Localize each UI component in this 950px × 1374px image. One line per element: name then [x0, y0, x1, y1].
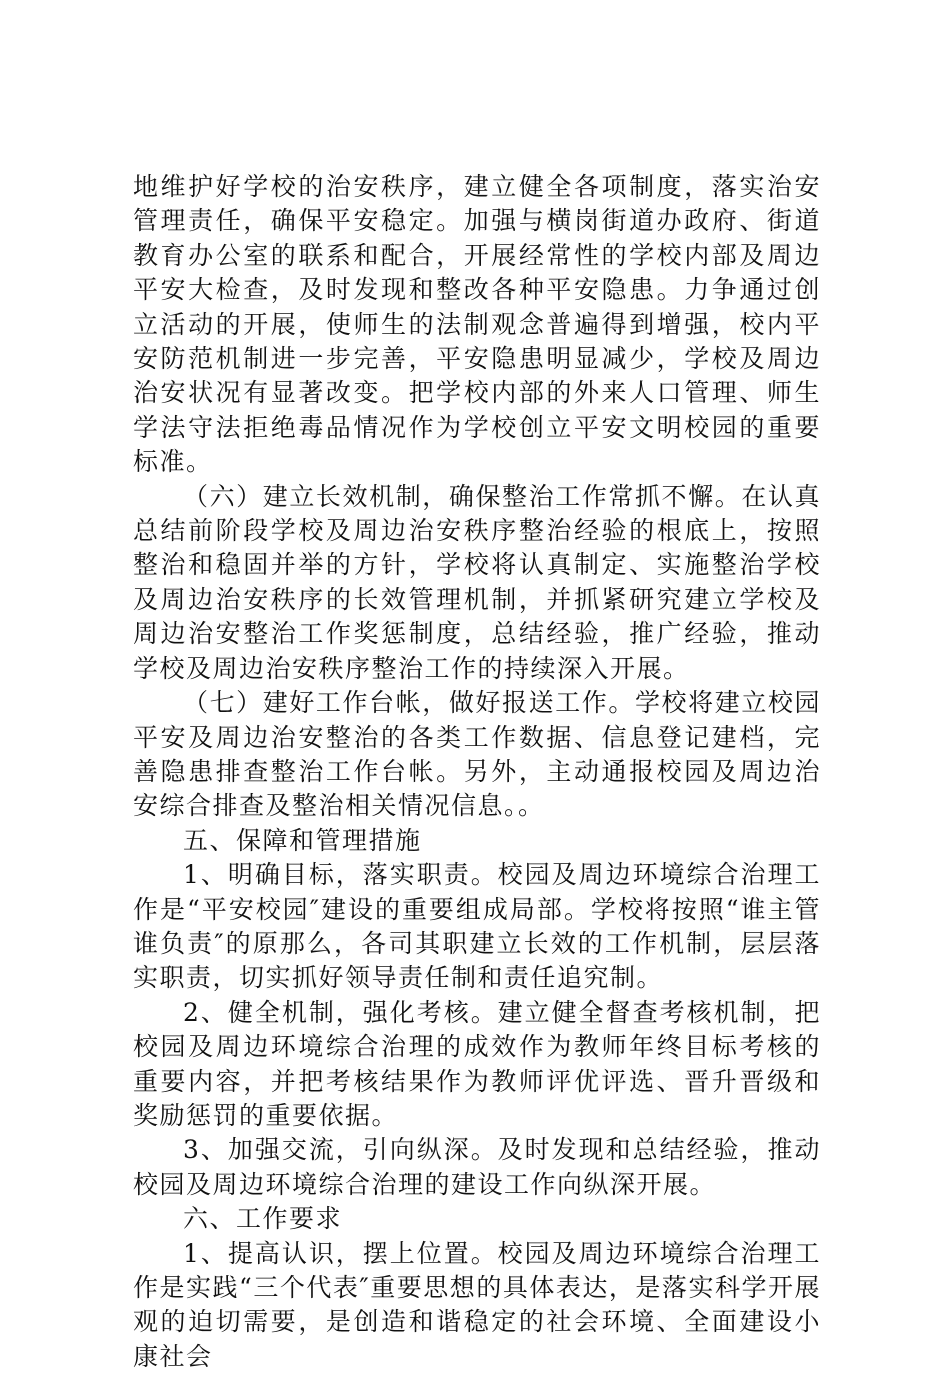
paragraph-continuation: 地维护好学校的治安秩序，建立健全各项制度，落实治安管理责任，确保平安稳定。加强与横岗街道办政府、街道教育办公室的联系和配合，开展经常性的学校内部及周边平安大检查，及时发现和整改各种平安隐患。力争通过创立活动的开展，使师生的法制观念普遍得到增强，校内平安防范机制进一步完善，平安隐患明显减少，学校及周边治安状况有显著改变。把学校内部的外来人口管理、师生学法守法拒绝毒品情况作为学校创立平安文明校园的重要标准。	[133, 172, 821, 477]
paragraph-item-6: （六）建立长效机制，确保整治工作常抓不懈。在认真总结前阶段学校及周边治安秩序整治经验的根底上，按照整治和稳固并举的方针，学校将认真制定、实施整治学校及周边治安秩序的长效管理机制，并抓紧研究建立学校及周边治安整治工作奖惩制度，总结经验，推广经验，推动学校及周边治安秩序整治工作的持续深入开展。	[133, 481, 821, 683]
section-heading-5: 五、保障和管理措施	[183, 825, 422, 855]
paragraph-item-7: （七）建好工作台帐，做好报送工作。学校将建立校园平安及周边治安整治的各类工作数据、信息登记建档，完善隐患排查整治工作台帐。另外，主动通报校园及周边治安综合排查及整治相关情况信息。。	[133, 688, 821, 821]
paragraph-5-3: 3、加强交流，引向纵深。及时发现和总结经验，推动校园及周边环境综合治理的建设工作向纵深开展。	[133, 1135, 821, 1199]
document-body	[133, 170, 821, 1374]
section-heading-6: 六、工作要求	[183, 1204, 343, 1234]
paragraph-5-1: 1、明确目标，落实职责。校园及周边环境综合治理工作是“平安校园″建设的重要组成局部。学校将按照“谁主管谁负责″的原那么，各司其职建立长效的工作机制，层层落实职责，切实抓好领导责任制和责任追究制。	[133, 860, 821, 993]
paragraph-6-1: 1、提高认识，摆上位置。校园及周边环境综合治理工作是实践“三个代表″重要思想的具体表达，是落实科学开展观的迫切需要，是创造和谐稳定的社会环境、全面建设小康社会	[133, 1238, 821, 1371]
paragraph-5-2: 2、健全机制，强化考核。建立健全督查考核机制，把校园及周边环境综合治理的成效作为教师年终目标考核的重要内容，并把考核结果作为教师评优评选、晋升晋级和奖励惩罚的重要依据。	[133, 997, 821, 1130]
